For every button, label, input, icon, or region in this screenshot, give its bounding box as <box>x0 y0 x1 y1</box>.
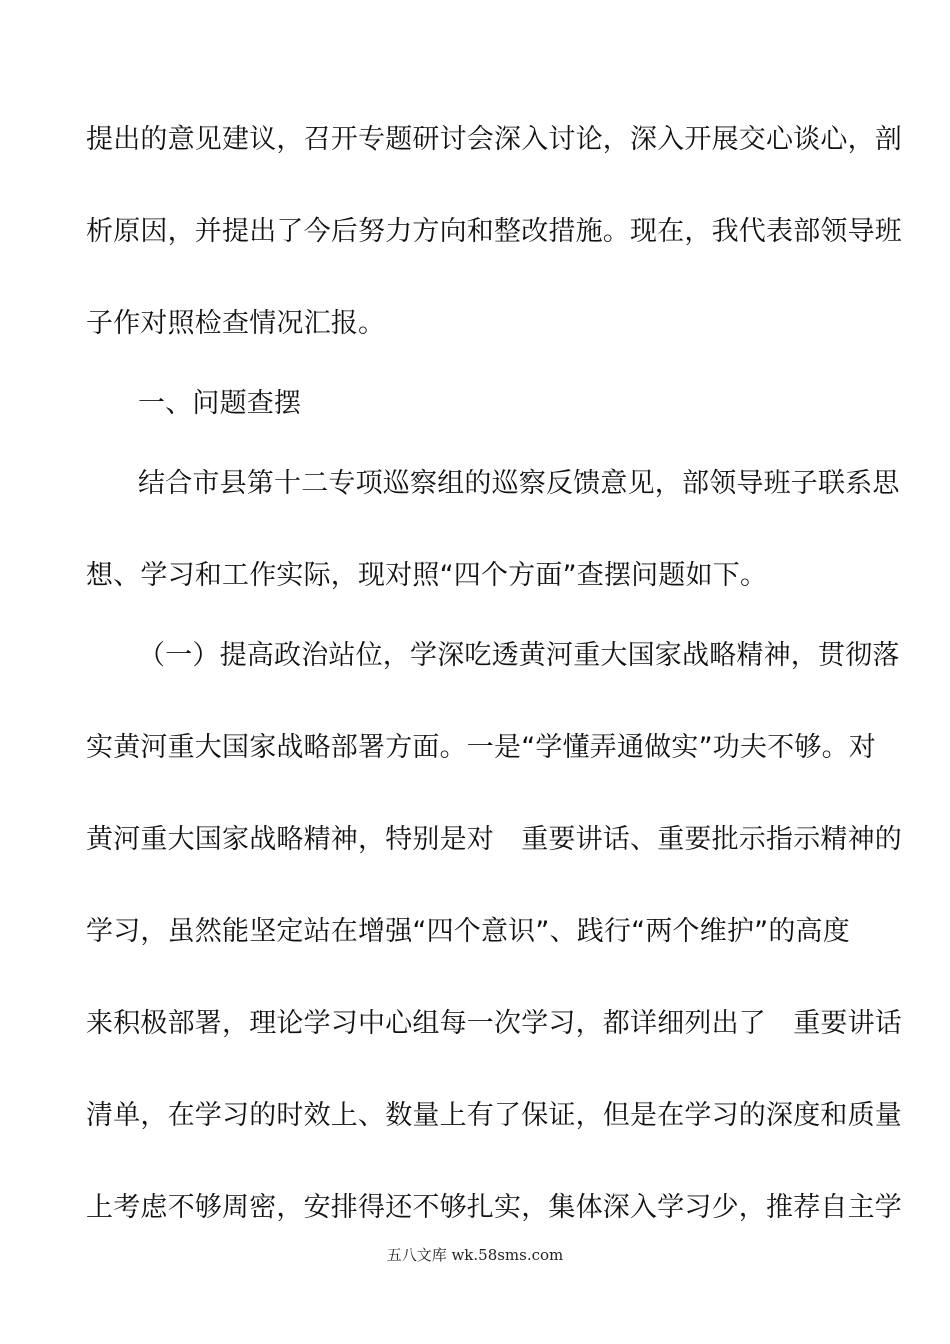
paragraph-line: 子作对照检查情况汇报。 <box>86 308 386 339</box>
footer-watermark: 五八文库 wk.58sms.com <box>386 1246 564 1264</box>
paragraph-line: 想、学习和工作实际，现对照“四个方面”查摆问题如下。 <box>86 560 768 591</box>
paragraph-line: 学习，虽然能坚定站在增强“四个意识”、践行“两个维护”的高度 <box>86 916 850 947</box>
paragraph-line: 结合市县第十二专项巡察组的巡察反馈意见，部领导班子联系思 <box>138 468 900 499</box>
paragraph-line: 上考虑不够周密，安排得还不够扎实，集体深入学习少，推荐自主学 <box>86 1192 902 1223</box>
paragraph-line: 实黄河重大国家战略部署方面。一是“学懂弄通做实”功夫不够。对 <box>86 732 876 763</box>
paragraph-line: 清单，在学习的时效上、数量上有了保证，但是在学习的深度和质量 <box>86 1100 902 1131</box>
paragraph-line: 提出的意见建议，召开专题研讨会深入讨论，深入开展交心谈心，剖 <box>86 124 902 155</box>
section-heading: 一、问题查摆 <box>138 388 302 419</box>
paragraph-line: 来积极部署，理论学习中心组每一次学习，都详细列出了 重要讲话 <box>86 1008 902 1039</box>
paragraph-line: 黄河重大国家战略精神，特别是对 重要讲话、重要批示指示精神的 <box>86 824 902 855</box>
paragraph-line: 析原因，并提出了今后努力方向和整改措施。现在，我代表部领导班 <box>86 216 902 247</box>
subsection-heading-line: （一）提高政治站位，学深吃透黄河重大国家战略精神，贯彻落 <box>138 640 900 671</box>
